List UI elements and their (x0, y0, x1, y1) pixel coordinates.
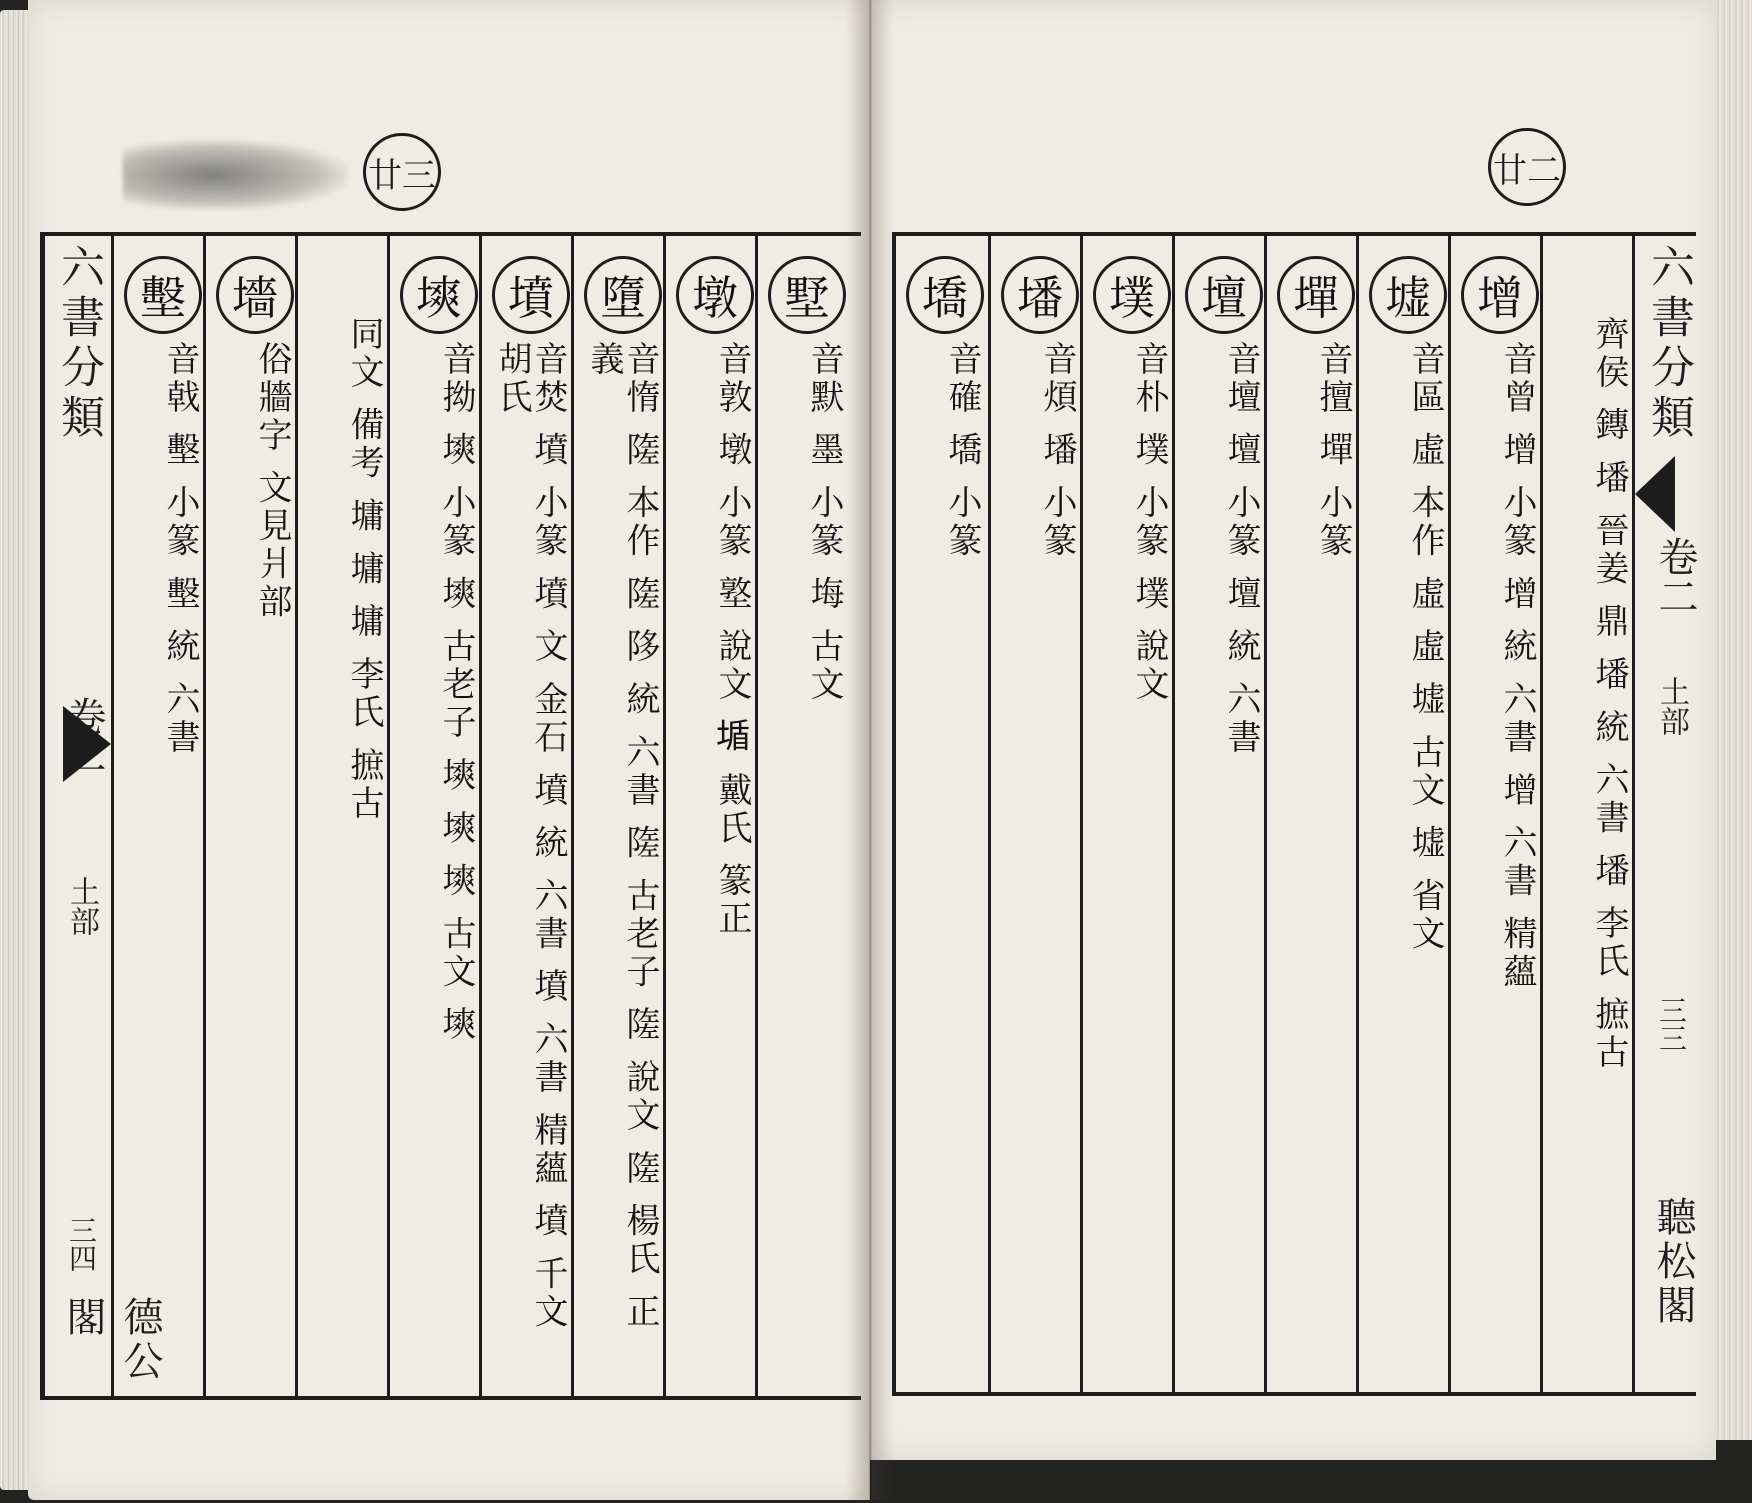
right-page-number: 三三 (1655, 996, 1688, 1052)
entry-text: 音確 墧 小篆 (942, 341, 982, 561)
entry-text: 音曾 增 小篆 增 統 六書 增 六書 精蘊 (1497, 341, 1537, 992)
left-entry-column (755, 236, 858, 1396)
entry-head-character: 增 (1461, 256, 1539, 334)
right-entry-column (1264, 236, 1359, 1392)
left-entry-column (203, 236, 298, 1396)
right-publisher: 聽松閣 (1650, 1196, 1696, 1328)
entry-head-character: 墅 (768, 256, 846, 334)
entry-text: 音默 墨 小篆 㙁 古文 (804, 341, 844, 705)
entry-head-character: 墮 (584, 256, 662, 334)
right-entry-column (896, 236, 988, 1392)
ink-smudge (123, 140, 348, 210)
left-entry-column (479, 236, 574, 1396)
entry-head-character: 塽 (400, 256, 478, 334)
entry-head-character: 墩 (676, 256, 754, 334)
right-page-edges (1716, 0, 1752, 1440)
right-center-column (1632, 236, 1699, 1392)
right-book-title: 六書分類 (1643, 244, 1694, 444)
entry-head-character: 墣 (1093, 256, 1171, 334)
entry-text: 音區 虛 本作 虛 虛 墟 古文 墟 省文 (1405, 341, 1445, 954)
entry-head-character: 墧 (906, 256, 984, 334)
entry-head-character: 墼 (124, 256, 202, 334)
entry-text: 音惰 隓 本作 隓 陊 統 六書 隓 古老子 隓 說文 隓 楊氏 正義 (584, 341, 660, 1332)
left-volume: 卷二 (60, 696, 106, 776)
left-entry-column (111, 236, 206, 1396)
entry-head-character: 墳 (492, 256, 570, 334)
left-entry-column (663, 236, 758, 1396)
right-page (870, 0, 1716, 1460)
right-entry-column (1448, 236, 1543, 1392)
right-fish-tail-mark (1635, 456, 1675, 532)
right-section: 土部 (1654, 676, 1689, 736)
book-gutter (846, 0, 894, 1500)
right-entry-column (1540, 236, 1635, 1392)
entry-text: 齊侯 鏄 墦 晉姜 鼎 墦 統 六書 墦 李氏 摭古 (1589, 316, 1629, 1073)
left-page-frame (40, 232, 861, 1400)
left-center-column (45, 236, 163, 1396)
entry-head-character: 墻 (216, 256, 294, 334)
left-section: 土部 (64, 876, 99, 936)
right-page-frame (892, 232, 1696, 1396)
left-entry-column (295, 236, 390, 1396)
right-entry-column (1080, 236, 1175, 1392)
left-entry-column (571, 236, 666, 1396)
entry-head-character: 壇 (1185, 256, 1263, 334)
entry-text: 音朴 墣 小篆 墣 說文 (1129, 341, 1169, 705)
entry-text: 音壇 壇 小篆 壇 統 六書 (1221, 341, 1261, 758)
entry-text: 音戟 墼 小篆 墼 統 六書 (160, 341, 200, 758)
entry-text: 同文 備考 墉 墉 墉 李氏 摭古 (344, 316, 384, 823)
entry-text: 音擅 墠 小篆 (1313, 341, 1353, 561)
right-volume: 卷二 (1652, 536, 1698, 616)
entry-text: 音煩 墦 小篆 (1037, 341, 1077, 561)
entry-head-character: 墠 (1277, 256, 1355, 334)
entry-text: 音敦 墩 小篆 墪 說文 𡎆 戴氏 篆正 (712, 341, 752, 939)
left-publisher: 德公閣 (60, 1296, 163, 1384)
right-entry-column (1356, 236, 1451, 1392)
entry-text: 俗牆字 文見爿部 (252, 341, 292, 622)
entry-head-character: 墦 (1001, 256, 1079, 334)
right-entry-column (988, 236, 1083, 1392)
right-folio-number: 廿二 (1488, 128, 1566, 206)
left-folio-number: 廿三 (363, 133, 441, 211)
entry-text: 音拗 塽 小篆 塽 古老子 塽 塽 塽 古文 塽 (436, 341, 476, 1045)
entry-text: 音焚 墳 小篆 墳 文 金石 墳 統 六書 墳 六書 精蘊 墳 千文 胡氏 (492, 341, 568, 1332)
left-page (28, 0, 870, 1500)
left-page-number: 三四 (65, 1216, 98, 1272)
entry-head-character: 墟 (1369, 256, 1447, 334)
right-entry-column (1172, 236, 1267, 1392)
left-entry-column (387, 236, 482, 1396)
left-book-title: 六書分類 (53, 244, 104, 444)
